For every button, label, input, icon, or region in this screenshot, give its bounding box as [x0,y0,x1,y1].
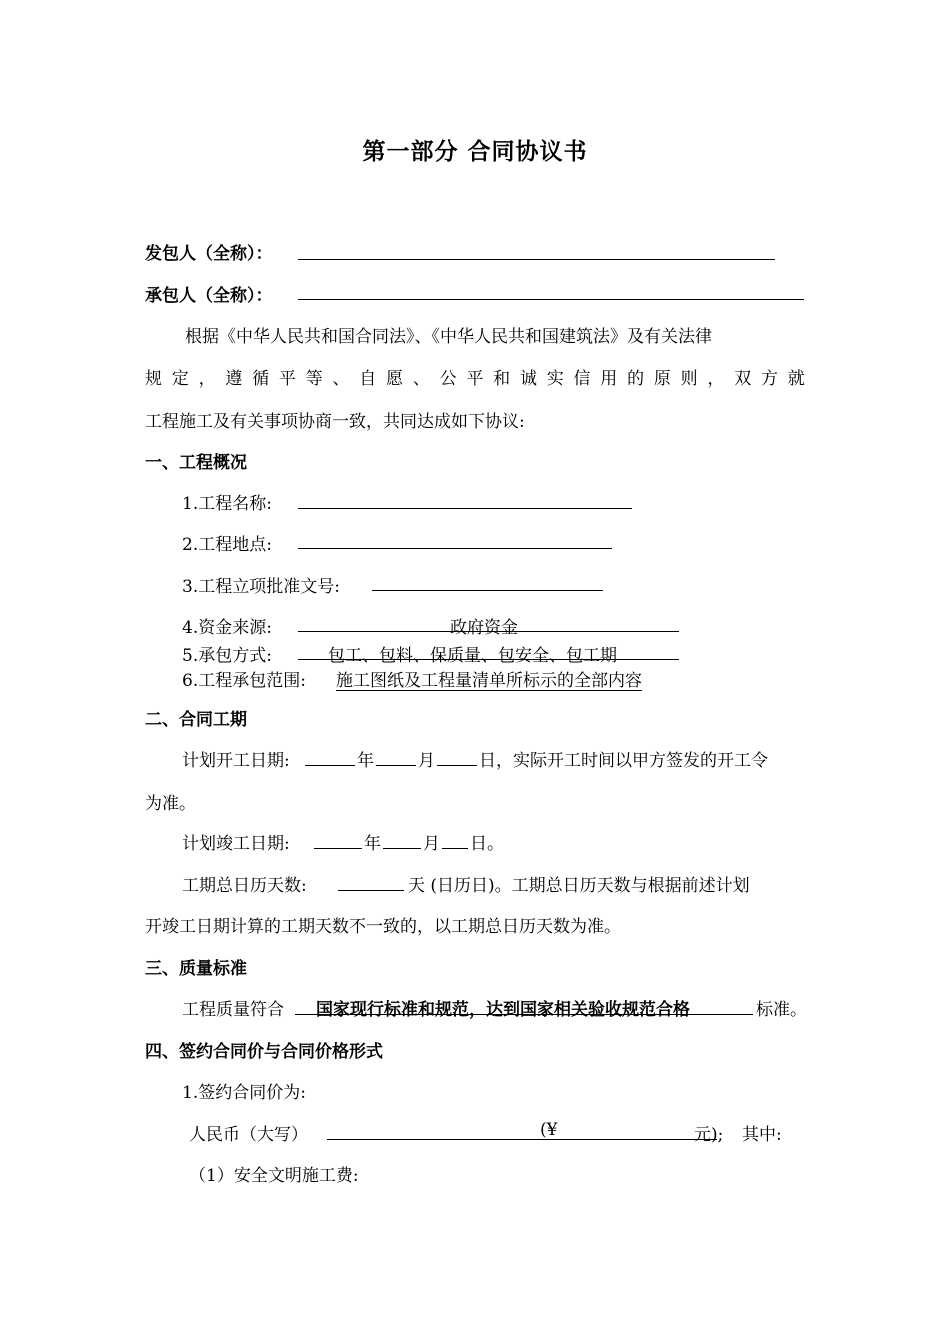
intro-line-2-char: 则 [680,369,698,389]
section-1-heading: 一、工程概况 [145,453,247,473]
funding-label: 4.资金来源: [182,618,272,638]
project-location-blank[interactable] [298,548,612,549]
intro-line-2-char: 公 [439,369,457,389]
intro-line-2-char: 规 [145,369,162,389]
section-3-heading: 三、质量标准 [145,959,247,979]
safety-fee-label: （1）安全文明施工费: [189,1166,359,1186]
yuan-unit: 元); [694,1125,724,1145]
intro-line-2-char: 平 [466,369,484,389]
intro-line-2-char: 诚 [519,369,537,389]
intro-line-2 [145,364,805,389]
intro-line-2-char: 遵 [225,369,243,389]
quality-prefix: 工程质量符合 [182,1000,284,1020]
yen-open: (¥ [540,1120,558,1140]
approval-number-blank[interactable] [372,590,603,591]
finish-month-unit: 月 [423,834,440,854]
project-name-blank[interactable] [298,508,632,509]
section-2-heading: 二、合同工期 [145,710,247,730]
intro-line-2-char: ， [707,369,725,389]
contractor-label: 承包人（全称）： [145,286,273,306]
start-date-line-2: 为准。 [145,794,196,814]
intro-line-1: 根据《中华人民共和国合同法》、《中华人民共和国建筑法》及有关法律 [185,327,712,347]
contract-scope-value: 施工图纸及工程量清单所标示的全部内容 [336,671,642,691]
start-year-unit: 年 [357,751,374,771]
start-year-blank[interactable] [305,765,355,766]
total-days-label: 工期总日历天数: [182,876,307,896]
contract-price-label: 1.签约合同价为: [182,1083,306,1103]
intro-line-2-char: 用 [600,369,618,389]
finish-year-blank[interactable] [314,848,362,849]
approval-number-label: 3.工程立项批准文号: [182,577,340,597]
intro-line-2-char: 愿 [386,369,404,389]
total-days-tail: 天 (日历日)。工期总日历天数与根据前述计划 [408,876,750,896]
intro-line-2-char: 原 [653,369,671,389]
start-date-label: 计划开工日期: [182,751,290,771]
rmb-label: 人民币（大写） [189,1125,308,1145]
intro-line-2-char: 和 [493,369,511,389]
finish-day-tail: 日。 [470,834,504,854]
page-title: 第一部分 合同协议书 [362,139,588,165]
funding-value: 政府资金 [450,618,518,638]
section-4-heading: 四、签约合同价与合同价格形式 [145,1042,383,1062]
finish-year-unit: 年 [364,834,381,854]
contract-mode-value: 包工、包料、保质量、包安全、包工期 [328,646,617,666]
project-location-label: 2.工程地点: [182,535,272,555]
intro-line-2-char: 平 [278,369,296,389]
intro-line-2-char: 的 [627,369,645,389]
contract-scope-label: 6.工程承包范围: [182,671,306,691]
intro-line-2-char: ， [198,369,216,389]
start-month-unit: 月 [418,751,435,771]
intro-line-2-char: 双 [734,369,752,389]
finish-month-blank[interactable] [383,848,421,849]
project-name-label: 1.工程名称: [182,494,272,514]
intro-line-2-char: 就 [787,369,805,389]
intro-line-2-char: 、 [332,369,350,389]
employer-label: 发包人（全称）： [145,244,273,264]
employer-blank[interactable] [298,259,775,260]
contractor-blank[interactable] [298,299,804,300]
quality-suffix: 标准。 [756,1000,807,1020]
total-days-blank[interactable] [338,890,404,891]
intro-line-2-char: 定 [171,369,189,389]
intro-line-2-char: 、 [412,369,430,389]
intro-line-3: 工程施工及有关事项协商一致，共同达成如下协议: [145,412,525,432]
quality-standard-value: 国家现行标准和规范，达到国家相关验收规范合格 [316,1000,690,1020]
start-month-blank[interactable] [376,765,416,766]
intro-line-2-char: 循 [252,369,270,389]
intro-line-2-char: 信 [573,369,591,389]
rmb-amount-blank[interactable] [327,1139,717,1140]
of-which-label: 其中: [742,1125,782,1145]
start-day-blank[interactable] [437,765,477,766]
intro-line-2-char: 方 [760,369,778,389]
contract-mode-label: 5.承包方式: [182,646,272,666]
intro-line-2-char: 自 [359,369,377,389]
start-day-tail: 日，实际开工时间以甲方签发的开工令 [479,751,768,771]
intro-line-2-char: 等 [305,369,323,389]
finish-date-label: 计划竣工日期: [182,834,290,854]
finish-day-blank[interactable] [442,848,468,849]
intro-line-2-char: 实 [546,369,564,389]
total-days-line-2: 开竣工日期计算的工期天数不一致的，以工期总日历天数为准。 [145,917,621,937]
